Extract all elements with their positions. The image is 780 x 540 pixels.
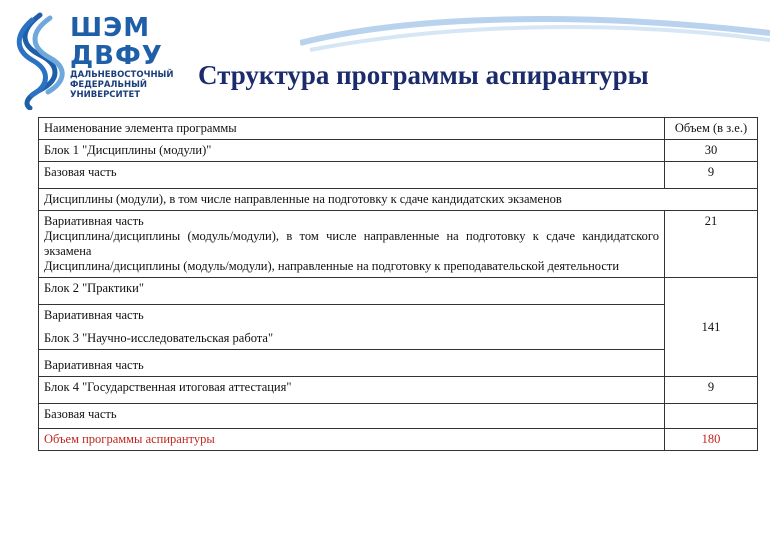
block2-variative-cell xyxy=(39,305,665,350)
table-row xyxy=(39,350,758,377)
variative-line2: Дисциплина/дисциплины (модуль/модули), в том числе направленные на подготовку к сдаче кандидатского экзамена xyxy=(44,229,659,258)
block2-variative-label: Вариативная часть xyxy=(44,308,144,322)
base-part-volume-cell: 9 xyxy=(665,162,758,189)
page-title: Структура программы аспирантуры xyxy=(198,60,649,90)
block1-volume-cell: 30 xyxy=(665,140,758,162)
table-row xyxy=(39,162,758,189)
block1-name-cell: Блок 1 "Дисциплины (модули)" xyxy=(39,140,665,162)
logo-short-line1: ШЭМ xyxy=(70,13,151,43)
disciplines-exams-cell: Дисциплины (модули), в том числе направленные на подготовку к сдаче кандидатских экзаменов xyxy=(39,189,758,211)
header-volume-cell: Объем (в з.е.) xyxy=(665,118,758,140)
logo-full-line2: ФЕДЕРАЛЬНЫЙ xyxy=(70,80,147,90)
block4-volume-cell: 9 xyxy=(665,377,758,404)
block23-volume-cell: 141 xyxy=(665,278,758,377)
block3-name-label: Блок 3 "Научно-исследовательская работа" xyxy=(44,331,274,345)
logo-short-line2: ДВФУ xyxy=(70,41,163,71)
variative-line3: Дисциплина/дисциплины (модуль/модули), направленные на подготовку к преподавательской деятельности xyxy=(44,259,620,273)
table-row xyxy=(39,278,758,305)
logo-text xyxy=(70,14,173,100)
dna-helix-icon xyxy=(10,10,68,110)
table-row xyxy=(39,429,758,451)
logo-full-line1: ДАЛЬНЕВОСТОЧНЫЙ xyxy=(70,70,174,80)
table-row xyxy=(39,140,758,162)
decorative-wave-icon xyxy=(300,8,770,58)
block2-name-cell: Блок 2 "Практики" xyxy=(39,278,665,305)
logo-full-line3: УНИВЕРСИТЕТ xyxy=(70,90,141,100)
table-row xyxy=(39,189,758,211)
block4-name-cell: Блок 4 "Государственная итоговая аттестация" xyxy=(39,377,665,404)
base-part-name-cell: Базовая часть xyxy=(39,162,665,189)
block3-variative-cell: Вариативная часть xyxy=(39,350,665,377)
table-row xyxy=(39,118,758,140)
block4-base-volume-cell xyxy=(665,404,758,429)
variative-volume-cell: 21 xyxy=(665,211,758,278)
variative-cell xyxy=(39,211,665,278)
total-volume-cell: 180 xyxy=(665,429,758,451)
block4-base-cell: Базовая часть xyxy=(39,404,665,429)
variative-line1: Вариативная часть xyxy=(44,214,144,228)
table-row xyxy=(39,404,758,429)
table-row xyxy=(39,305,758,350)
university-logo xyxy=(10,10,185,110)
table-row xyxy=(39,211,758,278)
total-name-cell: Объем программы аспирантуры xyxy=(39,429,665,451)
header-name-cell: Наименование элемента программы xyxy=(39,118,665,140)
table-row xyxy=(39,377,758,404)
program-structure-table xyxy=(38,117,758,451)
